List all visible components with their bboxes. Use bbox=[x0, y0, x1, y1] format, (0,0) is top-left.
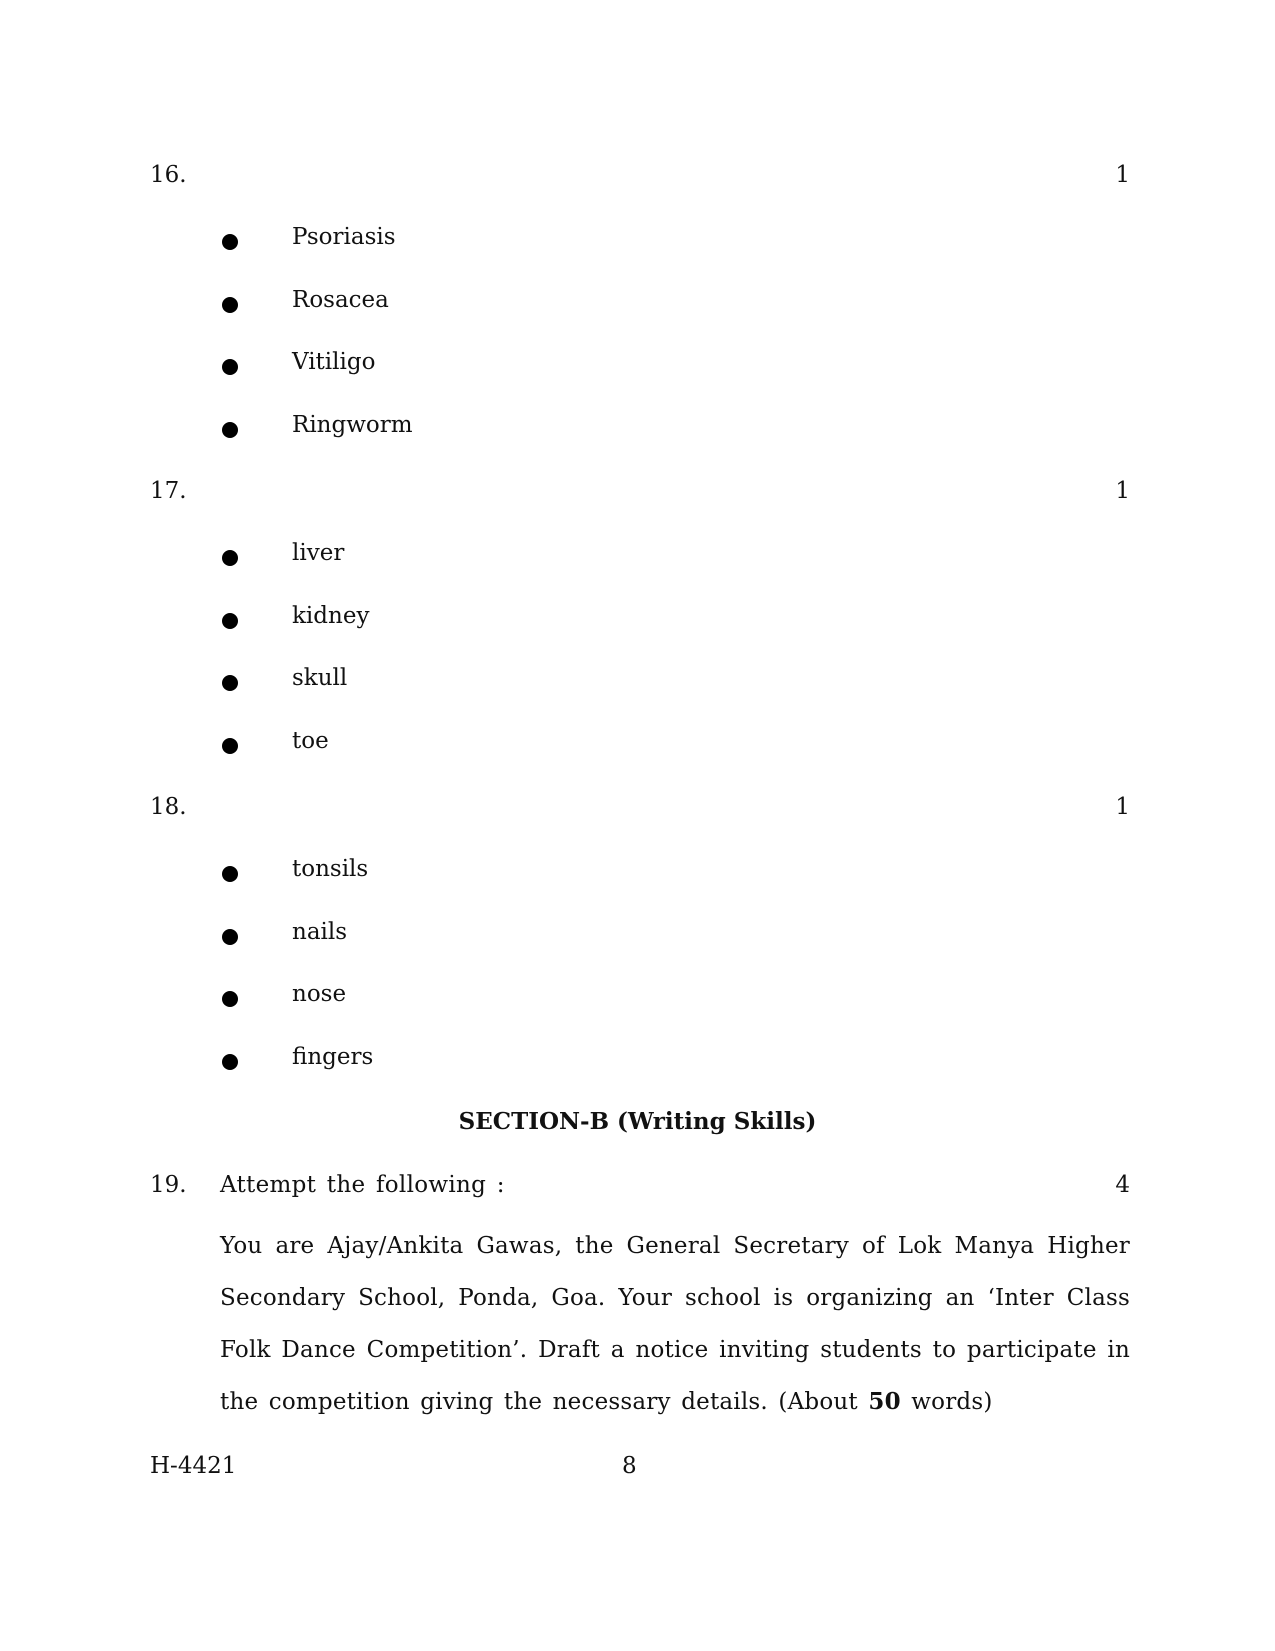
question-marks-18: 1 bbox=[1115, 794, 1130, 820]
page-number: 8 bbox=[622, 1453, 637, 1479]
bullet-icon bbox=[222, 991, 238, 1007]
bullet-icon bbox=[222, 929, 238, 945]
option-item: Ringworm bbox=[292, 412, 413, 438]
option-item: Vitiligo bbox=[292, 349, 376, 375]
bullet-icon bbox=[222, 613, 238, 629]
question-body-text-end: words) bbox=[900, 1389, 993, 1415]
option-item: Psoriasis bbox=[292, 224, 396, 250]
option-item: nose bbox=[292, 981, 347, 1007]
bullet-icon bbox=[222, 738, 238, 754]
question-prompt: Attempt the following : bbox=[220, 1172, 505, 1198]
bullet-icon bbox=[222, 866, 238, 882]
option-item: liver bbox=[292, 540, 345, 566]
bullet-icon bbox=[222, 675, 238, 691]
word-count: 50 bbox=[868, 1388, 901, 1415]
option-item: toe bbox=[292, 728, 329, 754]
option-item: Rosacea bbox=[292, 287, 389, 313]
bullet-icon bbox=[222, 422, 238, 438]
bullet-icon bbox=[222, 359, 238, 375]
question-number-18: 18. bbox=[150, 794, 187, 820]
question-body bbox=[220, 1220, 1130, 1428]
option-item: nails bbox=[292, 919, 348, 945]
question-marks-16: 1 bbox=[1115, 162, 1130, 188]
option-item: tonsils bbox=[292, 856, 369, 882]
section-heading: SECTION-B (Writing Skills) bbox=[458, 1108, 817, 1135]
paper-code: H-4421 bbox=[150, 1453, 237, 1479]
question-number-17: 17. bbox=[150, 478, 187, 504]
option-item: kidney bbox=[292, 603, 370, 629]
question-marks-19: 4 bbox=[1115, 1172, 1130, 1198]
option-item: skull bbox=[292, 665, 348, 691]
question-number-19: 19. bbox=[150, 1172, 187, 1198]
question-marks-17: 1 bbox=[1115, 478, 1130, 504]
bullet-icon bbox=[222, 234, 238, 250]
bullet-icon bbox=[222, 297, 238, 313]
bullet-icon bbox=[222, 1054, 238, 1070]
question-body-text: You are Ajay/Ankita Gawas, the General Secretary of Lok Manya Higher Secondary School, Ponda, Goa. Your school is organizing an ‘Inter Class Folk Dance Competition’. Draft a notice inviting students to participate in the competition giving the necessary details. (About bbox=[220, 1233, 1130, 1415]
option-item: fingers bbox=[292, 1044, 374, 1070]
question-number-16: 16. bbox=[150, 162, 187, 188]
bullet-icon bbox=[222, 550, 238, 566]
